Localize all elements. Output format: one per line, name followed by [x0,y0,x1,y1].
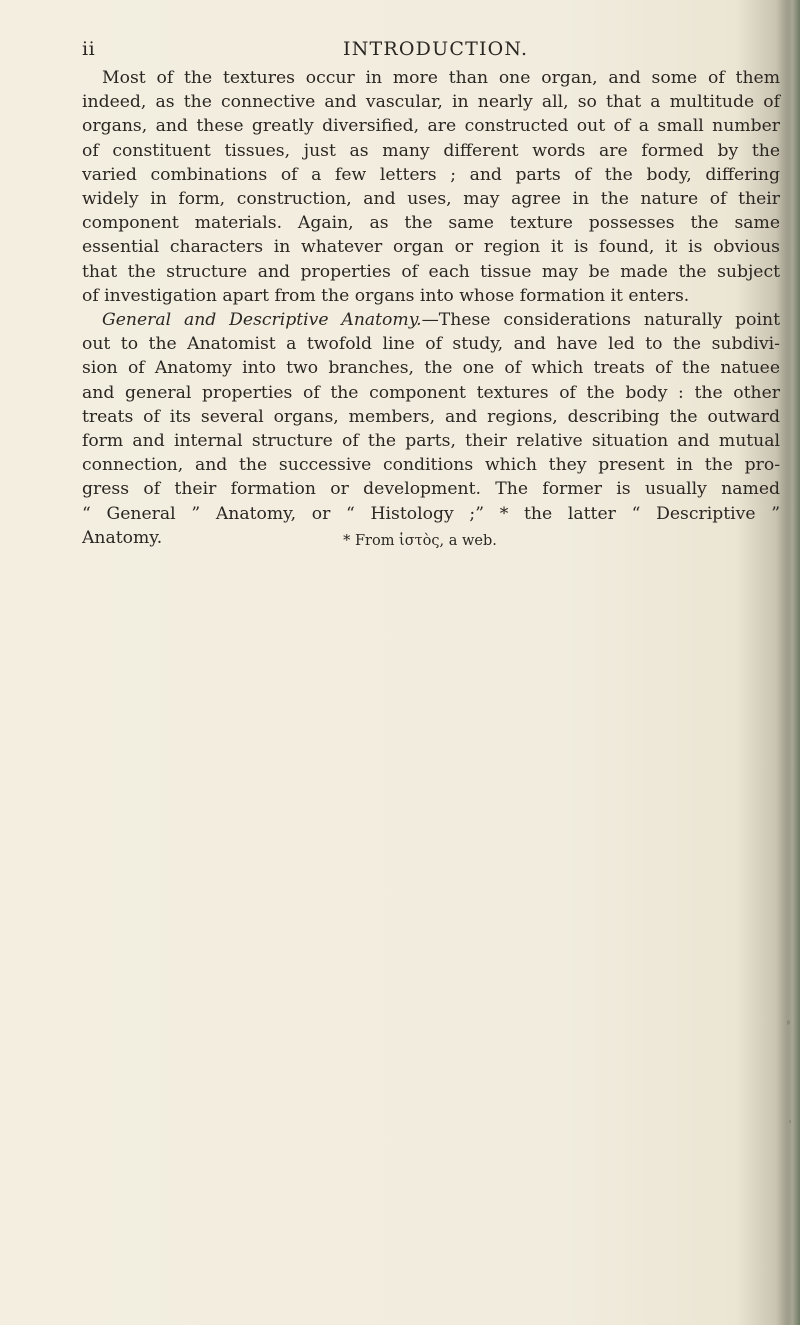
running-head [0,38,800,66]
text-line: essential characters in whatever organ or region it is found, it is obvious [82,237,780,258]
paragraph-2 [82,308,780,550]
section-heading: General and Descriptive Anatomy. [102,310,422,331]
text-line: sion of Anatomy into two branches, the one of which treats of the natuее [82,358,780,379]
page-edge-shadow [786,0,800,1325]
page-number: ii [82,38,96,60]
text-line: “ General ” Anatomy, or “ Histology ;” * the latter “ Descriptive ” [82,503,780,524]
text-line: and general properties of the component textures of the body : the other [82,382,780,403]
text-line: organs, and these greatly diversified, are constructed out of a small number [82,116,780,137]
heading-line-rest: —These considerations naturally point [421,310,780,331]
text-line: varied combinations of a few letters ; and parts of the body, differing [82,164,780,185]
body-text [82,66,780,550]
text-line: form and internal structure of the parts, their relative situation and mutual [82,431,780,452]
paper-speck [787,1020,790,1025]
text-line: treats of its several organs, members, and regions, describing the outward [82,406,780,427]
text-line: of investigation apart from the organs into whose formation it enters. [82,285,690,306]
text-line: of constituent tissues, just as many different words are formed by the [82,140,780,161]
text-line: indeed, as the connective and vascular, in nearly all, so that a multitude of [82,92,780,113]
paper-speck [789,1120,791,1123]
running-title: INTRODUCTION. [343,38,529,60]
text-line: component materials. Again, as the same texture possesses the same [82,213,780,234]
footnote [0,533,800,549]
text-line: that the structure and properties of each tissue may be made the subject [82,261,780,282]
paragraph-1 [82,66,780,308]
footnote-text: * From ἱστὸς, a web. [343,533,497,549]
text-line: Anatomy. [82,527,163,548]
text-line: connection, and the successive conditions which they present in the pro- [82,455,780,476]
text-line: gress of their formation or development. The former is usually named [82,479,780,500]
text-line: out to the Anatomist a twofold line of study, and have led to the subdivi- [82,334,780,355]
text-line: Most of the textures occur in more than one organ, and some of them [102,68,780,88]
text-line: widely in form, construction, and uses, may agree in the nature of their [82,189,780,210]
text-line [82,308,780,332]
